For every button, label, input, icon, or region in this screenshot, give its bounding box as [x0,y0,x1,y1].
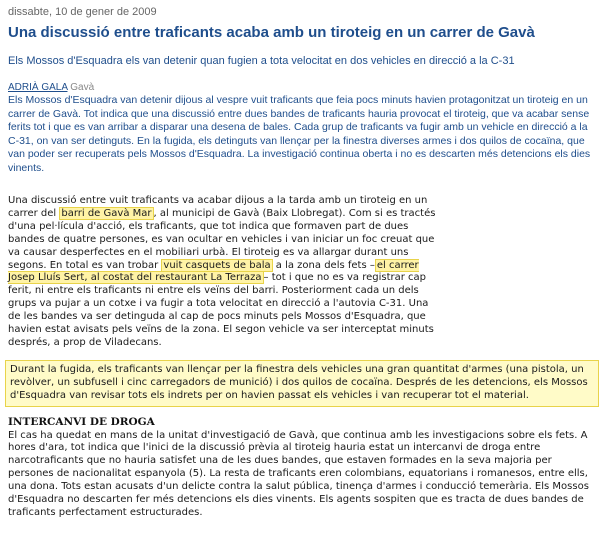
paragraph-1 [8,195,440,350]
highlight-carrer: el carrer Josep Lluís Sert, al costat del restaurant La Terraza [8,259,419,284]
highlighted-paragraph: Durant la fugida, els traficants van llençar per la finestra dels vehicles una gran quantitat d'armes (una pistola, un revòlver, un subfusell i cinc carregadors de munició) i dos quilos de cocaïna. Després de les detencions, els Mossos d'Esquadra van revisar tots els indrets per on havien passat els vehicles i van recuperar tot el material. [5,360,599,407]
paragraph-1-text-b: , al municipi de Gavà (Baix Llobregat). Com si es tractés d'una pel·lícula d'acció, els traficants, que tot indica que formaven part de dues bandes de quatre persones, es van ocultar en vehicles i van iniciar un foc creuat que va causar desperfectes en el mobiliari urbà. El tiroteig es va allargar durant uns segons. En total es van trobar [8,207,436,271]
paragraph-1-text-a: Una discussió entre vuit traficants va acabar dijous a la tarda amb un tiroteig en un carrer del [8,195,428,219]
author-link[interactable]: ADRIÀ GALA [8,82,68,93]
paragraph-1-text-d: – tot i que no es va registrar cap ferit, ni entre els traficants ni entre els veïns del barri. Posteriorment cada un dels grups va pujar a un cotxe i va fugir a tota velocitat en direcció a l'autovia C-31. Una de les bandes va ser detinguda al cap de pocs minuts pels Mossos d'Esquadra, que havien estat avisats pels veïns de la zona. El segon vehicle va ser interceptat minuts després, a prop de Viladecans. [8,272,434,348]
article-lead: Els Mossos d'Esquadra els van detenir quan fugien a tota velocitat en dos vehicles en direcció a la C-31 [8,55,515,67]
paragraph-1-text-c: a la zona dels fets – [272,259,375,271]
article-summary: Els Mossos d'Esquadra van detenir dijous al vespre vuit traficants que feia pocs minuts havien protagonitzat un tiroteig en un carrer de Gavà. Tot indica que una discussió entre dues bandes de traficants hauria provocat el tiroteig, que va acabar sense ferits tot i que es van arribar a disparar una desena de bales. Cada grup de traficants va fugir amb un vehicle en direcció a la C-31, on van ser detinguts. En la fugida, els detinguts van llençar per la finestra diverses armes i dos quilos de cocaïna, que van poder ser recuperats pels Mossos d'Esquadra. La investigació continua oberta i no es descarten més detencions els dies vinents. [8,94,591,174]
highlight-barri: barri de Gavà Mar [61,207,152,219]
paragraph-3: El cas ha quedat en mans de la unitat d'investigació de Gavà, que continua amb les investigacions sobre els fets. A hores d'ara, tot indica que l'inici de la discussió prèvia al tiroteig hauria estat un intercanvi de droga entre narcotraficants que no hauria satisfet una de les dues bandes, que estaven formades en la seva majoria per persones de nacionalitat espanyola (5). La resta de traficants eren colombians, equatorians i romanesos, entre ells, una dona. Tots estan acusats d'un delicte contra la salut pública, tinença d'armes i conducció temerària. Els Mossos d'Esquadra no descarten fer més detencions els dies vinents. Els agents sospiten que es tracta de dues bandes de traficants perfectament estructurades. [8,429,589,518]
article-title: Una discussió entre traficants acaba amb un tiroteig en un carrer de Gavà [8,24,535,41]
article [8,6,600,520]
section-heading: INTERCANVI DE DROGA [8,415,155,428]
byline [8,81,600,94]
article-date: dissabte, 10 de gener de 2009 [8,6,157,18]
highlight-casquets: vuit casquets de bala [163,259,271,271]
byline-place: Gavà [70,82,95,93]
